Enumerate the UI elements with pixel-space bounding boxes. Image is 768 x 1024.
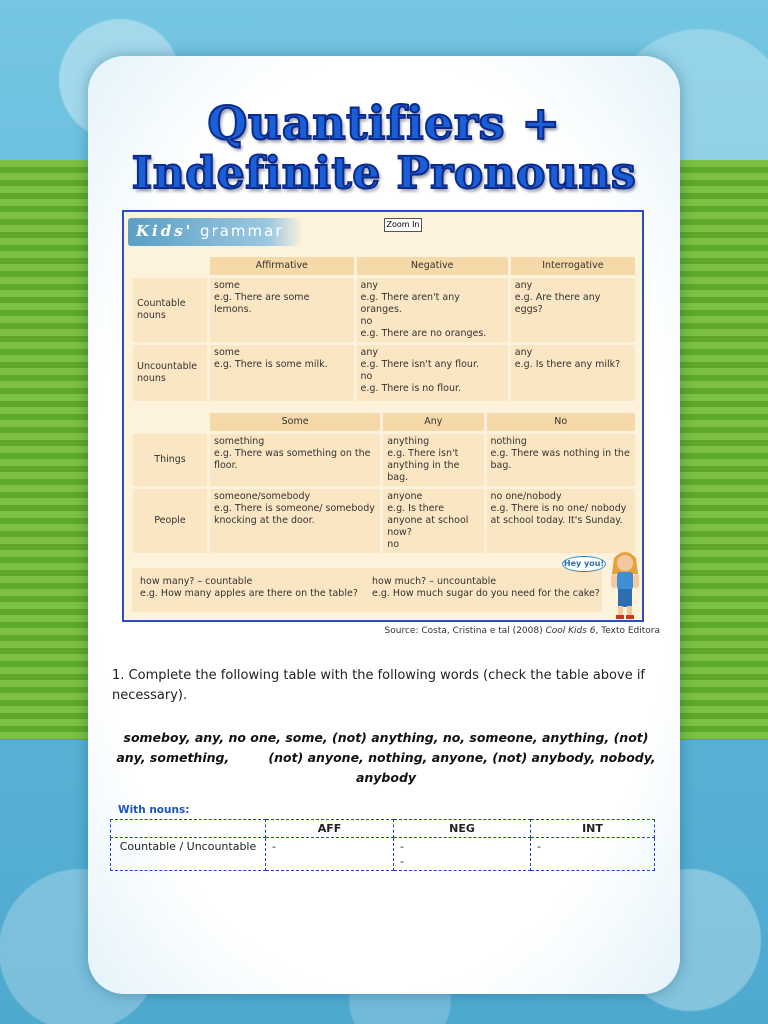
kids-grammar-image	[122, 210, 644, 622]
cell-word: someone/somebody	[214, 491, 311, 502]
with-nouns-label: With nouns:	[118, 804, 190, 816]
cell-word: some	[214, 280, 240, 291]
header-some: Some	[210, 413, 380, 431]
cell-example: e.g. There was something on the floor.	[214, 448, 371, 471]
source-book-title: Cool Kids 6	[545, 626, 596, 636]
source-prefix: Source: Costa, Cristina e tal (2008)	[384, 626, 546, 636]
cell-word: any	[514, 347, 533, 358]
cell-example: e.g. Is there anyone at school now?	[387, 503, 469, 538]
how-many-note	[140, 576, 358, 600]
table-row	[133, 434, 635, 486]
row-label-people: People	[133, 489, 207, 553]
cell-people-no	[487, 489, 636, 553]
cell-word: some	[214, 347, 240, 358]
cell-example: e.g. There are some lemons.	[214, 292, 310, 315]
cell-things-no	[487, 434, 636, 486]
table-row	[111, 838, 655, 871]
pronouns-table	[130, 410, 638, 556]
row-label-things: Things	[133, 434, 207, 486]
page-title-line-1: Quantifiers +	[207, 96, 561, 150]
header-affirmative: Affirmative	[210, 257, 354, 275]
answer-cell-aff[interactable]: -	[266, 838, 394, 871]
cell-example: e.g. There are no oranges.	[360, 328, 487, 339]
header-int: INT	[531, 820, 655, 838]
how-much-note	[372, 576, 600, 600]
answer-cell-int[interactable]: -	[531, 838, 655, 871]
table-row	[133, 345, 635, 401]
how-much-example: e.g. How much sugar do you need for the cake?	[372, 588, 600, 599]
cell-example: e.g. There is no one/ nobody at school today. It's Sunday.	[490, 503, 627, 526]
header-negative: Negative	[357, 257, 508, 275]
answer-line: -	[400, 840, 404, 853]
how-many-rule: how many? – countable	[140, 576, 253, 587]
cell-word: nothing	[490, 436, 527, 447]
quantifiers-table	[130, 254, 638, 404]
cell-word: no	[387, 539, 400, 550]
cell-word: anyone	[387, 491, 423, 502]
answer-cell-neg[interactable]	[394, 838, 531, 871]
cell-uncountable-neg	[357, 345, 508, 401]
cell-example: e.g. There isn't any flour.	[360, 359, 480, 370]
cell-example: e.g. There was nothing in the bag.	[490, 448, 630, 471]
cell-word: anything	[387, 436, 430, 447]
cell-uncountable-int	[511, 345, 635, 401]
cell-example: e.g. There is no flour.	[360, 383, 462, 394]
table-row	[133, 489, 635, 553]
table2-corner	[133, 413, 207, 431]
cell-word: no	[360, 371, 373, 382]
header-interrogative: Interrogative	[511, 257, 635, 275]
page-title-line-2: Indefinite Pronouns	[131, 148, 637, 199]
cell-uncountable-aff	[210, 345, 354, 401]
cell-things-some	[210, 434, 380, 486]
how-many-much-bar	[132, 568, 602, 612]
exercise-table	[110, 819, 655, 871]
cell-countable-int	[511, 278, 635, 342]
header-no: No	[487, 413, 636, 431]
how-many-example: e.g. How many apples are there on the table?	[140, 588, 358, 599]
exercise-instruction: 1. Complete the following table with the following words (check the table above if necessary).	[112, 668, 646, 703]
kids-grammar-banner	[128, 218, 304, 246]
exercise-corner	[111, 820, 266, 838]
answer-line: -	[400, 855, 404, 868]
cell-word: something	[214, 436, 265, 447]
cell-word: any	[360, 280, 378, 291]
cell-example: e.g. There aren't any oranges.	[360, 292, 460, 315]
word-bank: someboy, any, no one, some, (not) anything, no, someone, anything, (not) any, something, (not) anyone, nothing, anyone, (not) anybody, nobody, anybody	[116, 730, 656, 785]
cell-example: e.g. Are there any eggs?	[514, 292, 601, 315]
cell-word: no one/nobody	[490, 491, 562, 502]
girl-illustration	[608, 548, 642, 620]
cell-people-any	[383, 489, 483, 553]
cell-countable-aff	[210, 278, 354, 342]
table1-corner	[133, 257, 207, 275]
row-label-uncountable: Uncountable nouns	[133, 345, 207, 401]
source-citation	[340, 626, 660, 636]
cell-example: e.g. There is some milk.	[214, 359, 328, 370]
header-any: Any	[383, 413, 483, 431]
cell-people-some	[210, 489, 380, 553]
cell-word: any	[514, 280, 533, 291]
table-row	[133, 278, 635, 342]
cell-example: e.g. There isn't anything in the bag.	[387, 448, 460, 483]
how-much-rule: how much? – uncountable	[372, 576, 497, 587]
banner-grammar: grammar	[200, 222, 284, 240]
row-label-countable-uncountable: Countable / Uncountable	[111, 838, 266, 871]
header-neg: NEG	[394, 820, 531, 838]
header-aff: AFF	[266, 820, 394, 838]
zoom-in-button[interactable]: Zoom In	[384, 218, 422, 232]
cell-countable-neg	[357, 278, 508, 342]
row-label-countable: Countable nouns	[133, 278, 207, 342]
banner-kids: Kids'	[136, 222, 194, 240]
cell-things-any	[383, 434, 483, 486]
source-suffix: , Texto Editora	[595, 626, 660, 636]
hey-you-bubble: Hey you!	[562, 556, 606, 572]
cell-word: any	[360, 347, 378, 358]
cell-word: no	[360, 316, 373, 327]
cell-example: e.g. There is someone/ somebody knocking at the door.	[214, 503, 375, 526]
cell-example: e.g. Is there any milk?	[514, 359, 621, 370]
